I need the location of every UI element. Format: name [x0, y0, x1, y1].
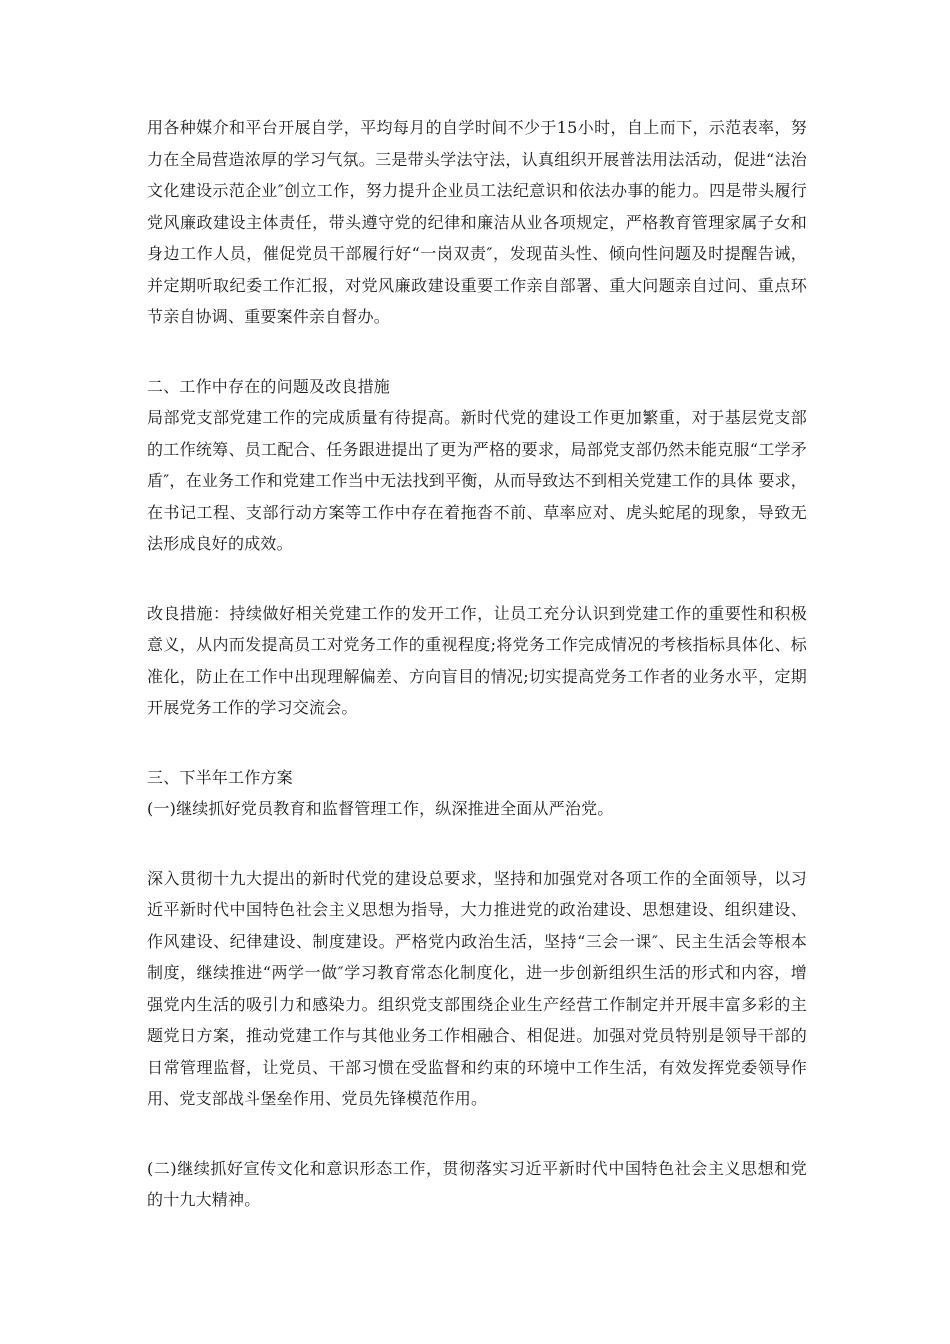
subsection-propaganda: [147, 1153, 807, 1216]
subsection-heading: (二)继续抓好宣传文化和意识形态工作，贯彻落实习近平新时代中国特色社会主义思想和党的十九大精神。: [147, 1158, 807, 1209]
section-heading: 二、工作中存在的问题及改良措施: [147, 376, 391, 396]
paragraph-improvement: [147, 598, 807, 724]
body-text: 改良措施：持续做好相关党建工作的发开工作，让员工充分认识到党建工作的重要性和积极意义，从内而发提高员工对党务工作的重视程度;将党务工作完成情况的考核指标具体化、标准化，防止在工作中出现理解偏差、方向盲目的情况;切实提高党务工作者的业务水平，定期开展党务工作的学习交流会。: [147, 603, 807, 717]
section-problems: [147, 371, 807, 560]
subsection-heading: (一)继续抓好党员教育和监督管理工作，纵深推进全面从严治党。: [147, 799, 614, 818]
body-text: 深入贯彻十九大提出的新时代党的建设总要求，坚持和加强党对各项工作的全面领导，以习近平新时代中国特色社会主义思想为指导，大力推进党的政治建设、思想建设、组织建设、作风建设、纪律建设、制度建设。严格党内政治生活，坚持“三会一课″、民主生活会等根本制度，继续推进“两学一做″学习教育常态化制度化，进一步创新组织生活的形式和内容，增强党内生活的吸引力和感染力。组织党支部围绕企业生产经营工作制定并开展丰富多彩的主题党日方案，推动党建工作与其他业务工作相融合、相促进。加强对党员特别是领导干部的日常管理监督，让党员、干部习惯在受监督和约束的环境中工作生活，有效发挥党委领导作用、党支部战斗堡垒作用、党员先锋模范作用。: [147, 868, 807, 1108]
body-text: 用各种媒介和平台开展自学，平均每月的自学时间不少于15小时，自上而下，示范表率，努力在全局营造浓厚的学习气氛。三是带头学法守法，认真组织开展普法用法活动，促进“法治文化建设示范企业″创立工作，努力提升企业员工法纪意识和依法办事的能力。四是带头履行党风廉政建设主体责任，带头遵守党的纪律和廉洁从业各项规定，严格教育管理家属子女和身边工作人员，催促党员干部履行好“一岗双责″，发现苗头性、倾向性问题及时提醒告诫，并定期听取纪委工作汇报，对党风廉政建设重要工作亲自部署、重大问题亲自过问、重点环节亲自协调、重要案件亲自督办。: [147, 118, 807, 326]
section-heading: 三、下半年工作方案: [147, 767, 293, 787]
paragraph-party-conduct: [147, 112, 807, 333]
body-text: 局部党支部党建工作的完成质量有待提高。新时代党的建设工作更加繁重，对于基层党支部的工作统筹、员工配合、任务跟进提出了更为严格的要求，局部党支部仍然未能克服“工学矛盾″，在业务工作和党建工作当中无法找到平衡，从而导致达不到相关党建工作的具体 要求，在书记工程、支部行动方案等工作中存在着拖沓不前、草率应对、虎头蛇尾的现象，导致无法形成良好的成效。: [147, 408, 807, 553]
section-plan: [147, 762, 807, 825]
document-page: [147, 112, 807, 1216]
paragraph-education: [147, 863, 807, 1115]
